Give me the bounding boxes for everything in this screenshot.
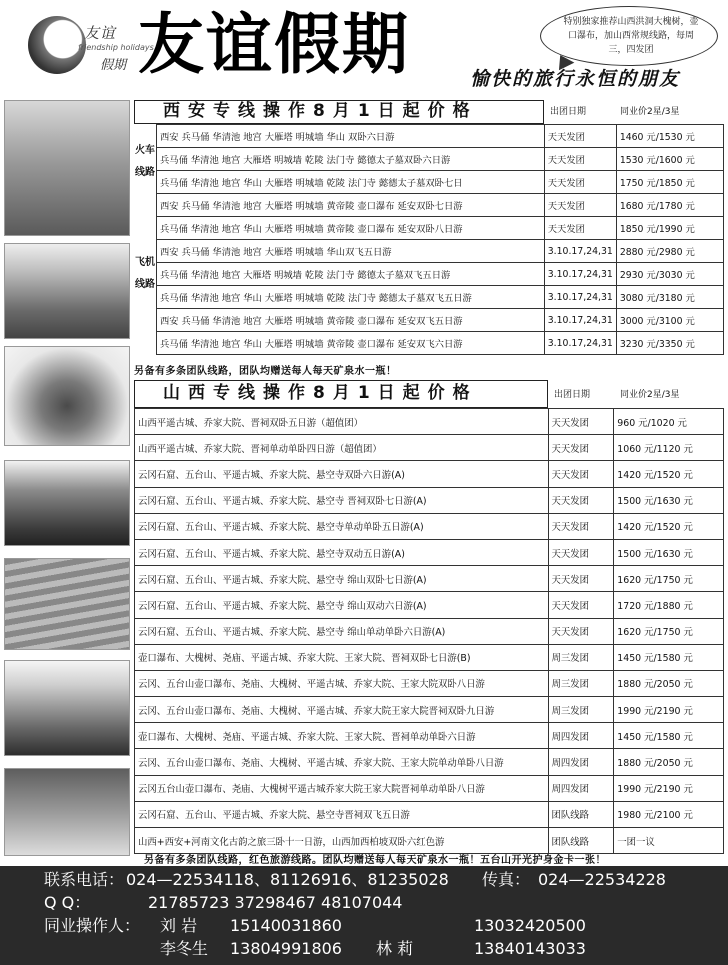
date-cell: 天天发团 [548, 461, 614, 487]
xian-table [156, 124, 724, 355]
speech-bubble: 特别独家推荐山西洪洞大槐树，壶口瀑布，加山西常规线路，每周三，四发团 [540, 6, 718, 66]
route-cell: 云冈石窟、五台山、平遥古城、乔家大院、悬空寺双动五日游(A) [135, 539, 549, 565]
date-cell: 周四发团 [548, 723, 614, 749]
date-cell: 3.10.17,24,31 [544, 332, 616, 355]
table-row [135, 749, 724, 775]
note-red-tourism: 另备有多条团队线路，红色旅游线路。团队均赠送每人每天矿泉水一瓶！五台山开光护身金卡一张！ [144, 855, 606, 866]
op2-phone: 13032420500 [474, 916, 586, 935]
date-cell: 3.10.17,24,31 [544, 286, 616, 309]
date-cell: 天天发团 [544, 148, 616, 171]
note-team-routes: 另备有多条团队线路，团队均赠送每人每天矿泉水一瓶！ [134, 366, 397, 377]
price-cell: 1450 元/1580 元 [614, 723, 724, 749]
fax-number: 024—22534228 [538, 870, 666, 889]
photo-wooden-pagoda [4, 346, 130, 446]
price-cell: 3230 元/3350 元 [616, 332, 723, 355]
qq-numbers: 21785723 37298467 48107044 [148, 893, 403, 912]
price-cell: 1720 元/1880 元 [614, 592, 724, 618]
price-cell: 1420 元/1520 元 [614, 461, 724, 487]
route-cell: 兵马俑 华清池 地宫 华山 大雁塔 明城墙 黄帝陵 壶口瀑布 延安双卧八日游 [157, 217, 545, 240]
price-cell: 一团一议 [614, 828, 724, 854]
contact-panel [0, 866, 728, 965]
table-row [157, 263, 724, 286]
route-cell: 兵马俑 华清池 地宫 华山 大雁塔 明城墙 乾陵 法门寺 懿德太子墓双卧七日 [157, 171, 545, 194]
price-cell: 1990 元/2190 元 [614, 775, 724, 801]
xian-col-price: 同业价2星/3星 [620, 107, 680, 117]
route-cell: 云冈石窟、五台山、平遥古城、乔家大院、悬空寺晋祠双飞五日游 [135, 801, 549, 827]
route-cell: 西安 兵马俑 华清池 地宫 大雁塔 明城墙 华山 双卧六日游 [157, 125, 545, 148]
date-cell: 天天发团 [544, 217, 616, 240]
price-cell: 2880 元/2980 元 [616, 240, 723, 263]
route-cell: 壶口瀑布、大槐树、尧庙、平遥古城、乔家大院、王家大院、晋祠单动单卧六日游 [135, 723, 549, 749]
op4-phone: 13840143033 [474, 939, 586, 958]
price-cell: 1460 元/1530 元 [616, 125, 723, 148]
shanxi-section [134, 380, 724, 850]
photo-hanging-temple [4, 768, 130, 856]
table-row [157, 332, 724, 355]
price-cell: 3000 元/3100 元 [616, 309, 723, 332]
shanxi-title: 山西专线操作8月1日起价格 [134, 380, 548, 408]
date-cell: 天天发团 [548, 409, 614, 435]
photo-courtyard-gate [4, 660, 130, 756]
table-row [157, 148, 724, 171]
table-row [135, 801, 724, 827]
table-row [135, 670, 724, 696]
price-cell: 1980 元/2100 元 [614, 801, 724, 827]
table-row [135, 775, 724, 801]
ops-label: 同业操作人： [44, 916, 141, 935]
photo-courtyard-roofs [4, 243, 130, 339]
date-cell: 天天发团 [548, 435, 614, 461]
table-row [157, 286, 724, 309]
date-cell: 天天发团 [544, 171, 616, 194]
table-row [135, 644, 724, 670]
brand-title: 友谊假期 [138, 5, 410, 83]
route-cell: 云冈、五台山壶口瀑布、尧庙、大槐树、平遥古城、乔家大院、王家大院单动单卧八日游 [135, 749, 549, 775]
route-cell: 兵马俑 华清池 地宫 大雁塔 明城墙 乾陵 法门寺 懿德太子墓双飞五日游 [157, 263, 545, 286]
price-cell: 1880 元/2050 元 [614, 749, 724, 775]
photo-temple-hall [4, 460, 130, 546]
route-cell: 山西平遥古城、乔家大院、晋祠双卧五日游（超值团） [135, 409, 549, 435]
xian-col-date: 出团日期 [550, 107, 587, 117]
price-cell: 1620 元/1750 元 [614, 566, 724, 592]
date-cell: 周三发团 [548, 644, 614, 670]
table-row [135, 828, 724, 854]
date-cell: 天天发团 [544, 125, 616, 148]
header [0, 0, 728, 102]
shanxi-table [134, 408, 724, 854]
route-cell: 西安 兵马俑 华清池 地宫 大雁塔 明城墙 华山双飞五日游 [157, 240, 545, 263]
route-cell: 云冈石窟、五台山、平遥古城、乔家大院、悬空寺双卧六日游(A) [135, 461, 549, 487]
route-cell: 兵马俑 华清池 地宫 大雁塔 明城墙 乾陵 法门寺 懿德太子墓双卧六日游 [157, 148, 545, 171]
price-cell: 960 元/1020 元 [614, 409, 724, 435]
route-cell: 云冈石窟、五台山、平遥古城、乔家大院、悬空寺 绵山单动单卧六日游(A) [135, 618, 549, 644]
price-cell: 1620 元/1750 元 [614, 618, 724, 644]
table-row [135, 592, 724, 618]
date-cell: 3.10.17,24,31 [544, 240, 616, 263]
logo-en: friendship holidays [78, 43, 154, 52]
photo-city-gate [4, 100, 130, 236]
contact-phone-row [44, 868, 728, 891]
date-cell: 天天发团 [548, 539, 614, 565]
logo-cn-a: 友谊 [84, 24, 117, 42]
date-cell: 天天发团 [548, 592, 614, 618]
price-cell: 1420 元/1520 元 [614, 513, 724, 539]
date-cell: 天天发团 [544, 194, 616, 217]
contact-qq-row [44, 891, 728, 914]
route-cell: 云冈石窟、五台山、平遥古城、乔家大院、悬空寺 绵山双卧七日游(A) [135, 566, 549, 592]
table-row [135, 487, 724, 513]
price-cell: 1880 元/2050 元 [614, 670, 724, 696]
op4-name: 林 莉 [376, 939, 414, 958]
fax-label: 传真： [482, 870, 531, 889]
qq-label: Q Q： [44, 893, 91, 912]
op3-phone: 13804991806 [230, 939, 342, 958]
price-cell: 1850 元/1990 元 [616, 217, 723, 240]
phone-numbers: 024—22534118、81126916、81235028 [126, 870, 449, 889]
table-row [135, 461, 724, 487]
date-cell: 周三发团 [548, 670, 614, 696]
table-row [135, 566, 724, 592]
route-cell: 西安 兵马俑 华清池 地宫 大雁塔 明城墙 黄帝陵 壶口瀑布 延安双飞五日游 [157, 309, 545, 332]
date-cell: 3.10.17,24,31 [544, 309, 616, 332]
route-cell: 云冈石窟、五台山、平遥古城、乔家大院、悬空寺 绵山双动六日游(A) [135, 592, 549, 618]
table-row [157, 194, 724, 217]
table-row [135, 435, 724, 461]
op1-name: 刘 岩 [160, 916, 198, 935]
route-cell: 山西平遥古城、乔家大院、晋祠单动单卧四日游（超值团） [135, 435, 549, 461]
date-cell: 天天发团 [548, 513, 614, 539]
price-cell: 1530 元/1600 元 [616, 148, 723, 171]
table-row [157, 309, 724, 332]
shanxi-col-price: 同业价2星/3星 [620, 390, 680, 400]
table-row [157, 217, 724, 240]
table-row [157, 125, 724, 148]
op1-phone: 15140031860 [230, 916, 342, 935]
route-cell: 西安 兵马俑 华清池 地宫 大雁塔 明城墙 黄帝陵 壶口瀑布 延安双卧七日游 [157, 194, 545, 217]
phone-label: 联系电话： [44, 870, 125, 889]
table-row [135, 723, 724, 749]
table-row [157, 240, 724, 263]
xian-cat-train: 火车线路 [135, 145, 155, 178]
price-cell: 1990 元/2190 元 [614, 697, 724, 723]
route-cell: 兵马俑 华清池 地宫 华山 大雁塔 明城墙 乾陵 法门寺 懿德太子墓双飞五日游 [157, 286, 545, 309]
price-cell: 1500 元/1630 元 [614, 539, 724, 565]
photo-ancient-town [4, 558, 130, 650]
route-cell: 壶口瀑布、大槐树、尧庙、平遥古城、乔家大院、王家大院、晋祠双卧七日游(B) [135, 644, 549, 670]
op3-name: 李冬生 [160, 939, 209, 958]
date-cell: 周四发团 [548, 749, 614, 775]
contact-ops-row-2 [44, 937, 728, 960]
logo [28, 14, 154, 80]
table-row [135, 697, 724, 723]
price-cell: 1500 元/1630 元 [614, 487, 724, 513]
price-cell: 1060 元/1120 元 [614, 435, 724, 461]
xian-section [134, 100, 724, 360]
route-cell: 山西+西安+河南文化古韵之旅三卧十一日游，山西加西柏坡双卧六红色游 [135, 828, 549, 854]
price-cell: 1750 元/1850 元 [616, 171, 723, 194]
price-cell: 1680 元/1780 元 [616, 194, 723, 217]
route-cell: 云冈、五台山壶口瀑布、尧庙、大槐树、平遥古城、乔家大院王家大院晋祠双卧九日游 [135, 697, 549, 723]
contact-ops-row-1 [44, 914, 728, 937]
date-cell: 天天发团 [548, 618, 614, 644]
xian-cat-plane: 飞机线路 [135, 257, 155, 290]
route-cell: 云冈、五台山壶口瀑布、尧庙、大槐树、平遥古城、乔家大院、王家大院双卧八日游 [135, 670, 549, 696]
date-cell: 3.10.17,24,31 [544, 263, 616, 286]
date-cell: 周三发团 [548, 697, 614, 723]
slogan: 愉快的旅行永恒的朋友 [470, 68, 681, 90]
shanxi-col-date: 出团日期 [554, 390, 591, 400]
table-row [135, 513, 724, 539]
table-row [135, 618, 724, 644]
table-row [157, 171, 724, 194]
table-row [135, 539, 724, 565]
route-cell: 云冈五台山壶口瀑布、尧庙、大槐树平遥古城乔家大院王家大院晋祠单动单卧八日游 [135, 775, 549, 801]
logo-cn-b: 假期 [100, 58, 127, 73]
price-cell: 1450 元/1580 元 [614, 644, 724, 670]
route-cell: 云冈石窟、五台山、平遥古城、乔家大院、悬空寺 晋祠双卧七日游(A) [135, 487, 549, 513]
route-cell: 兵马俑 华清池 地宫 华山 大雁塔 明城墙 黄帝陵 壶口瀑布 延安双飞六日游 [157, 332, 545, 355]
date-cell: 团队线路 [548, 801, 614, 827]
date-cell: 天天发团 [548, 566, 614, 592]
price-cell: 2930 元/3030 元 [616, 263, 723, 286]
route-cell: 云冈石窟、五台山、平遥古城、乔家大院、悬空寺单动单卧五日游(A) [135, 513, 549, 539]
date-cell: 周四发团 [548, 775, 614, 801]
xian-title: 西安专线操作8月1日起价格 [134, 100, 544, 124]
price-cell: 3080 元/3180 元 [616, 286, 723, 309]
date-cell: 团队线路 [548, 828, 614, 854]
date-cell: 天天发团 [548, 487, 614, 513]
table-row [135, 409, 724, 435]
